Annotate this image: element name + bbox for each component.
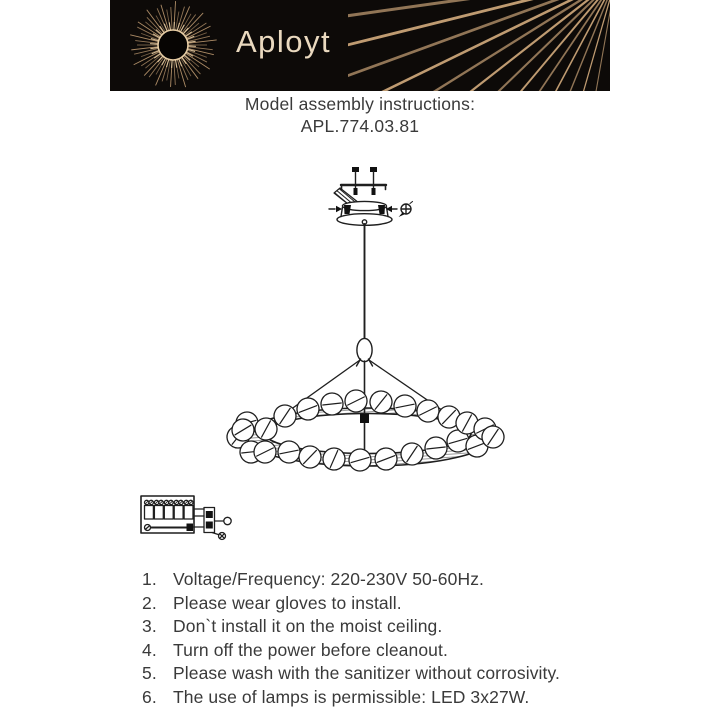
instruction-list xyxy=(142,568,612,709)
loop-terminal-icon xyxy=(215,517,232,524)
brand-name: Aployt xyxy=(236,24,332,59)
item-text: Please wear gloves to install. xyxy=(173,592,402,613)
assembly-diagram xyxy=(0,155,720,565)
title-block xyxy=(0,93,720,137)
item-text: Voltage/Frequency: 220-230V 50-60Hz. xyxy=(173,569,485,589)
item-number: 4. xyxy=(142,639,157,660)
list-item xyxy=(142,639,612,663)
list-item xyxy=(142,592,612,616)
ground-screw-icon xyxy=(212,533,226,540)
list-item xyxy=(142,615,612,639)
cable-clamp xyxy=(360,414,369,423)
starburst-logo-icon xyxy=(128,0,219,91)
terminal-screws xyxy=(145,500,194,519)
item-text: Please wash with the sanitizer without corrosivity. xyxy=(173,663,561,683)
item-number: 5. xyxy=(142,663,157,683)
item-number: 2. xyxy=(142,592,157,613)
list-item xyxy=(142,662,612,686)
internal-wire xyxy=(145,524,194,532)
brand-banner xyxy=(110,0,610,91)
item-text: The use of lamps is permissible: LED 3x27W. xyxy=(173,686,530,707)
item-number: 1. xyxy=(142,569,157,589)
list-item xyxy=(142,686,612,710)
item-text: Don`t install it on the moist ceiling. xyxy=(173,616,443,636)
page-title: Model assembly instructions: xyxy=(244,94,476,114)
wiring-diagram xyxy=(141,496,231,540)
item-number: 6. xyxy=(142,686,157,707)
item-text: Turn off the power before cleanout. xyxy=(173,639,448,660)
canopy xyxy=(337,201,392,225)
model-code: APL.774.03.81 xyxy=(300,116,420,136)
corner-rays-decoration xyxy=(348,0,610,91)
connector-block xyxy=(204,508,215,533)
mounting-bracket xyxy=(341,185,386,190)
item-number: 3. xyxy=(142,616,157,636)
mounting-screws-icon xyxy=(352,167,377,195)
screw-icon xyxy=(399,202,413,218)
ceiling-mount xyxy=(329,167,413,225)
list-item xyxy=(142,568,612,592)
